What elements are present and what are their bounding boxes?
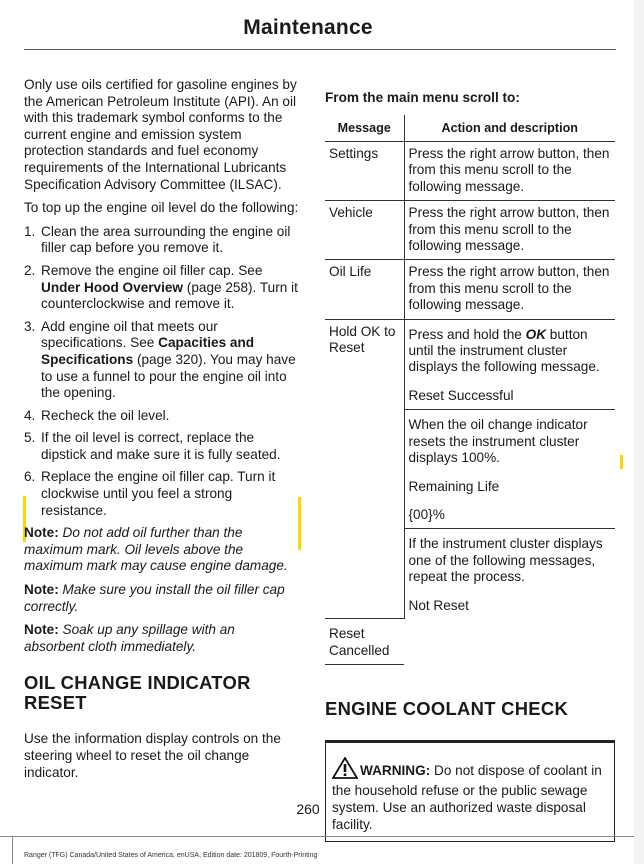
step-item: 6. Replace the engine oil filler cap. Turn it clockwise until you feel a strong resistance. xyxy=(24,469,276,518)
footer-tick xyxy=(12,836,13,864)
warning-box xyxy=(325,740,615,842)
table-subrow: {00}% xyxy=(325,500,615,529)
note-filler-cap: Note: Make sure you install the oil filler cap correctly. xyxy=(24,582,285,614)
top-up-intro: To top up the engine oil level do the following: xyxy=(24,200,299,216)
top-up-steps xyxy=(24,224,299,520)
ok-button-label: OK xyxy=(525,326,547,342)
table-subrow: When the oil change indicator resets the instrument cluster displays 100%. xyxy=(408,417,588,466)
table-row: Hold OK to Reset Press and hold the OK button until the instrument cluster displays the following message. xyxy=(325,319,615,381)
page-title: Maintenance xyxy=(243,16,373,39)
message-table xyxy=(325,115,615,666)
table-header-message: Message xyxy=(325,115,404,142)
table-subrow: Reset Cancelled xyxy=(325,619,615,665)
note-spillage: Note: Soak up any spillage with an absorbent cloth immediately. xyxy=(24,622,235,654)
table-subrow: Remaining Life xyxy=(408,478,500,494)
menu-intro: From the main menu scroll to: xyxy=(325,90,520,105)
table-header-action: Action and description xyxy=(404,115,615,142)
capacities-specifications-link[interactable]: Capacities and Specifications xyxy=(41,335,255,367)
table-row: Vehicle Press the right arrow button, then from this menu scroll to the following message. xyxy=(325,201,615,260)
footer-divider xyxy=(0,836,644,837)
api-paragraph: Only use oils certified for gasoline engines by the American Petroleum Institute (API). An oil with this trademark symbol conforms to the current engine and emission system protection standards and fuel economy requirements of the International Lubricants Specification Advisory Committee (ILSAC). xyxy=(24,77,297,192)
under-hood-overview-link[interactable]: Under Hood Overview xyxy=(41,279,184,295)
step-item: 2. Remove the engine oil filler cap. See Under Hood Overview (page 258). Turn it counterclockwise and remove it. xyxy=(24,262,298,312)
page-edge xyxy=(634,0,644,864)
page-number: 260 xyxy=(296,801,320,817)
title-divider xyxy=(24,49,616,50)
step-item: 5. If the oil level is correct, replace the dipstick and make sure it is fully seated. xyxy=(24,430,281,462)
step-item: 1. Clean the area surrounding the engine oil filler cap before you remove it. xyxy=(24,223,291,256)
table-subrow: Not Reset xyxy=(408,597,469,613)
step-item: 3. Add engine oil that meets our specifications. See Capacities and Specifications (page 320). You may have to use a funnel to pour the engine oil into the opening. xyxy=(24,318,296,401)
warning-triangle-icon xyxy=(332,757,358,784)
edition-footer: Ranger (TFG) Canada/United States of America, enUSA, Edition date: 201809, Fourth-Printing xyxy=(24,852,318,859)
engine-coolant-heading: ENGINE COOLANT CHECK xyxy=(325,698,569,720)
note-max-mark: Note: Do not add oil further than the maximum mark. Oil levels above the maximum mark may cause engine damage. xyxy=(24,525,288,574)
step-item: 4. Recheck the oil level. xyxy=(24,407,170,423)
left-column xyxy=(24,77,299,788)
warning-label: WARNING: xyxy=(360,762,431,778)
table-subrow: If the instrument cluster displays one of the following messages, repeat the process. xyxy=(408,536,603,585)
table-row: Settings Press the right arrow button, then from this menu scroll to the following message. xyxy=(325,142,615,201)
table-subrow: Reset Successful xyxy=(325,381,615,410)
change-bar-right xyxy=(620,455,623,469)
right-column xyxy=(325,90,615,842)
table-row: Oil Life Press the right arrow button, then from this menu scroll to the following message. xyxy=(325,260,615,319)
oil-change-reset-heading: OIL CHANGE INDICATOR RESET xyxy=(24,672,251,714)
oil-change-reset-paragraph: Use the information display controls on the steering wheel to reset the oil change indicator. xyxy=(24,731,281,780)
warning-text: Do not dispose of coolant in the household refuse or the public sewage system. Use an authorized waste disposal facility. xyxy=(332,762,602,832)
